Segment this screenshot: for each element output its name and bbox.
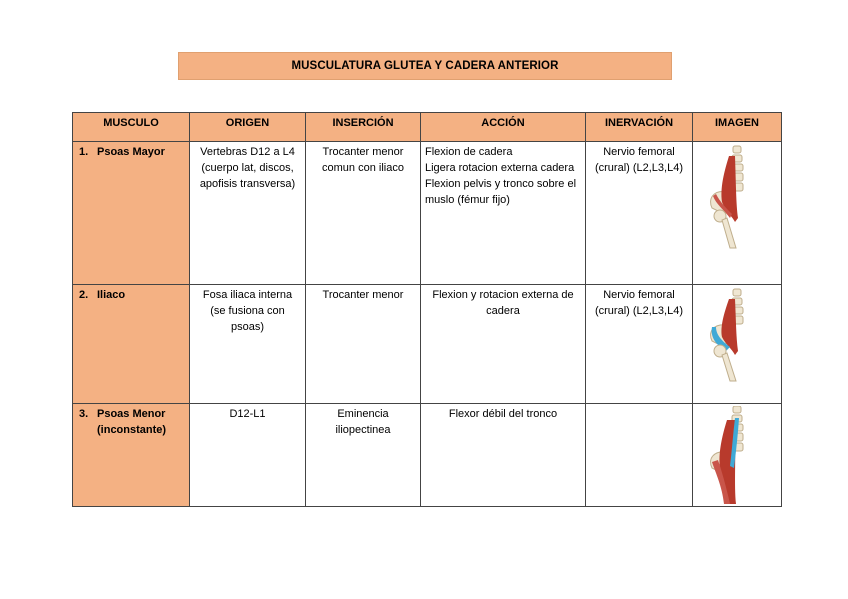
cell-imagen (693, 142, 782, 285)
muscle-table (72, 112, 782, 507)
accion-line: Flexion pelvis y tronco sobre el muslo (fémur fijo) (425, 178, 577, 206)
cell-musculo (73, 404, 190, 507)
header-inervacion: INERVACIÓN (586, 113, 693, 142)
cell-musculo (73, 285, 190, 404)
table-row (73, 285, 782, 404)
header-accion: ACCIÓN (421, 113, 586, 142)
header-insercion: INSERCIÓN (306, 113, 421, 142)
row-number: 2. (79, 289, 89, 301)
accion-line: Flexion de cadera (425, 146, 513, 158)
muscle-name: Iliaco (97, 289, 126, 301)
header-imagen: IMAGEN (693, 113, 782, 142)
cell-inervacion: Nervio femoral (crural) (L2,L3,L4) (586, 142, 693, 285)
cell-inervacion (586, 404, 693, 507)
title-text: MUSCULATURA GLUTEA Y CADERA ANTERIOR (291, 60, 559, 72)
table-header-row (73, 113, 782, 142)
cell-origen: Vertebras D12 a L4 (cuerpo lat, discos, apofisis transversa) (190, 142, 306, 285)
cell-insercion: Eminencia iliopectinea (306, 404, 421, 507)
cell-accion (421, 404, 586, 507)
row-number: 3. (79, 408, 89, 420)
cell-accion (421, 285, 586, 404)
document-title (178, 52, 672, 80)
accion-line: Ligera rotacion externa cadera (425, 162, 575, 174)
row-number: 1. (79, 146, 89, 158)
header-musculo: MUSCULO (73, 113, 190, 142)
accion-line: Flexion y rotacion externa de cadera (432, 289, 574, 317)
psoas-mayor-anatomy-icon (702, 144, 772, 252)
muscle-name: Psoas Menor (inconstante) (97, 408, 167, 436)
table-row (73, 404, 782, 507)
cell-inervacion: Nervio femoral (crural) (L2,L3,L4) (586, 285, 693, 404)
cell-origen: D12-L1 (190, 404, 306, 507)
cell-musculo (73, 142, 190, 285)
muscle-name: Psoas Mayor (97, 146, 165, 158)
accion-line: Flexor débil del tronco (448, 408, 558, 420)
psoas-menor-anatomy-icon (702, 406, 772, 504)
header-origen: ORIGEN (190, 113, 306, 142)
iliaco-anatomy-icon (702, 287, 772, 383)
cell-insercion: Trocanter menor (306, 285, 421, 404)
cell-accion (421, 142, 586, 285)
cell-origen: Fosa iliaca interna (se fusiona con psoas) (190, 285, 306, 404)
cell-imagen (693, 285, 782, 404)
cell-insercion: Trocanter menor comun con iliaco (306, 142, 421, 285)
table-row (73, 142, 782, 285)
cell-imagen (693, 404, 782, 507)
